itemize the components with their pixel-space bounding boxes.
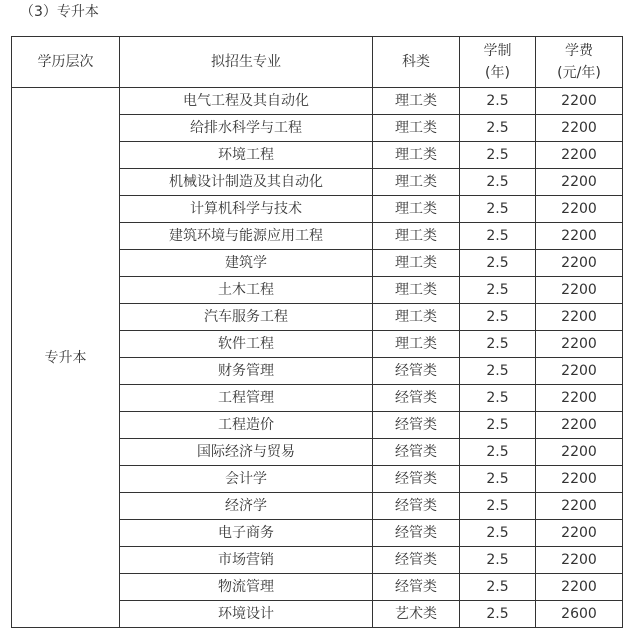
- category-cell: 理工类: [373, 277, 460, 304]
- major-cell: 市场营销: [120, 547, 373, 574]
- fee-cell: 2200: [536, 196, 623, 223]
- category-cell: 经管类: [373, 358, 460, 385]
- fee-cell: 2200: [536, 304, 623, 331]
- section-heading: （3）专升本: [20, 4, 99, 20]
- header-category: 科类: [373, 37, 460, 88]
- fee-cell: 2200: [536, 493, 623, 520]
- category-cell: 理工类: [373, 88, 460, 115]
- category-cell: 理工类: [373, 115, 460, 142]
- duration-cell: 2.5: [460, 493, 536, 520]
- category-cell: 艺术类: [373, 601, 460, 628]
- fee-cell: 2200: [536, 169, 623, 196]
- fee-cell: 2200: [536, 223, 623, 250]
- duration-cell: 2.5: [460, 358, 536, 385]
- fee-cell: 2200: [536, 358, 623, 385]
- duration-cell: 2.5: [460, 304, 536, 331]
- category-cell: 理工类: [373, 304, 460, 331]
- header-duration: [460, 37, 536, 88]
- fee-cell: 2200: [536, 385, 623, 412]
- fee-cell: 2200: [536, 574, 623, 601]
- major-cell: 汽车服务工程: [120, 304, 373, 331]
- category-cell: 经管类: [373, 547, 460, 574]
- duration-cell: 2.5: [460, 412, 536, 439]
- duration-cell: 2.5: [460, 601, 536, 628]
- category-cell: 理工类: [373, 250, 460, 277]
- duration-cell: 2.5: [460, 466, 536, 493]
- header-row: [12, 37, 623, 88]
- major-cell: 工程造价: [120, 412, 373, 439]
- fee-cell: 2200: [536, 412, 623, 439]
- header-fee-title: 学费: [565, 43, 593, 59]
- header-level: 学历层次: [12, 37, 120, 88]
- header-major: 拟招生专业: [120, 37, 373, 88]
- category-cell: 理工类: [373, 169, 460, 196]
- duration-cell: 2.5: [460, 277, 536, 304]
- category-cell: 理工类: [373, 223, 460, 250]
- duration-cell: 2.5: [460, 223, 536, 250]
- major-cell: 会计学: [120, 466, 373, 493]
- fee-cell: 2200: [536, 439, 623, 466]
- table-body: [12, 37, 623, 628]
- fee-cell: 2200: [536, 277, 623, 304]
- major-cell: 机械设计制造及其自动化: [120, 169, 373, 196]
- duration-cell: 2.5: [460, 142, 536, 169]
- category-cell: 经管类: [373, 574, 460, 601]
- fee-cell: 2200: [536, 142, 623, 169]
- fee-cell: 2200: [536, 115, 623, 142]
- category-cell: 经管类: [373, 439, 460, 466]
- duration-cell: 2.5: [460, 574, 536, 601]
- duration-cell: 2.5: [460, 115, 536, 142]
- level-cell: 专升本: [12, 88, 120, 628]
- table-row: [12, 88, 623, 115]
- fee-cell: 2200: [536, 331, 623, 358]
- fee-cell: 2600: [536, 601, 623, 628]
- major-cell: 建筑环境与能源应用工程: [120, 223, 373, 250]
- fee-cell: 2200: [536, 547, 623, 574]
- major-cell: 电子商务: [120, 520, 373, 547]
- duration-cell: 2.5: [460, 520, 536, 547]
- major-cell: 国际经济与贸易: [120, 439, 373, 466]
- duration-cell: 2.5: [460, 250, 536, 277]
- category-cell: 理工类: [373, 196, 460, 223]
- major-cell: 经济学: [120, 493, 373, 520]
- category-cell: 经管类: [373, 466, 460, 493]
- major-cell: 工程管理: [120, 385, 373, 412]
- fee-cell: 2200: [536, 520, 623, 547]
- major-cell: 给排水科学与工程: [120, 115, 373, 142]
- duration-cell: 2.5: [460, 385, 536, 412]
- duration-cell: 2.5: [460, 196, 536, 223]
- major-cell: 环境设计: [120, 601, 373, 628]
- fee-cell: 2200: [536, 466, 623, 493]
- duration-cell: 2.5: [460, 439, 536, 466]
- category-cell: 理工类: [373, 142, 460, 169]
- major-cell: 环境工程: [120, 142, 373, 169]
- major-cell: 财务管理: [120, 358, 373, 385]
- program-table: [11, 36, 623, 628]
- major-cell: 软件工程: [120, 331, 373, 358]
- header-duration-unit: (年): [485, 65, 510, 81]
- category-cell: 经管类: [373, 385, 460, 412]
- major-cell: 计算机科学与技术: [120, 196, 373, 223]
- major-cell: 电气工程及其自动化: [120, 88, 373, 115]
- header-duration-title: 学制: [483, 43, 512, 59]
- duration-cell: 2.5: [460, 88, 536, 115]
- category-cell: 经管类: [373, 520, 460, 547]
- header-fee-unit: (元/年): [557, 65, 601, 81]
- fee-cell: 2200: [536, 250, 623, 277]
- category-cell: 经管类: [373, 493, 460, 520]
- header-fee: [536, 37, 623, 88]
- duration-cell: 2.5: [460, 169, 536, 196]
- category-cell: 经管类: [373, 412, 460, 439]
- duration-cell: 2.5: [460, 547, 536, 574]
- major-cell: 物流管理: [120, 574, 373, 601]
- category-cell: 理工类: [373, 331, 460, 358]
- duration-cell: 2.5: [460, 331, 536, 358]
- major-cell: 建筑学: [120, 250, 373, 277]
- fee-cell: 2200: [536, 88, 623, 115]
- major-cell: 土木工程: [120, 277, 373, 304]
